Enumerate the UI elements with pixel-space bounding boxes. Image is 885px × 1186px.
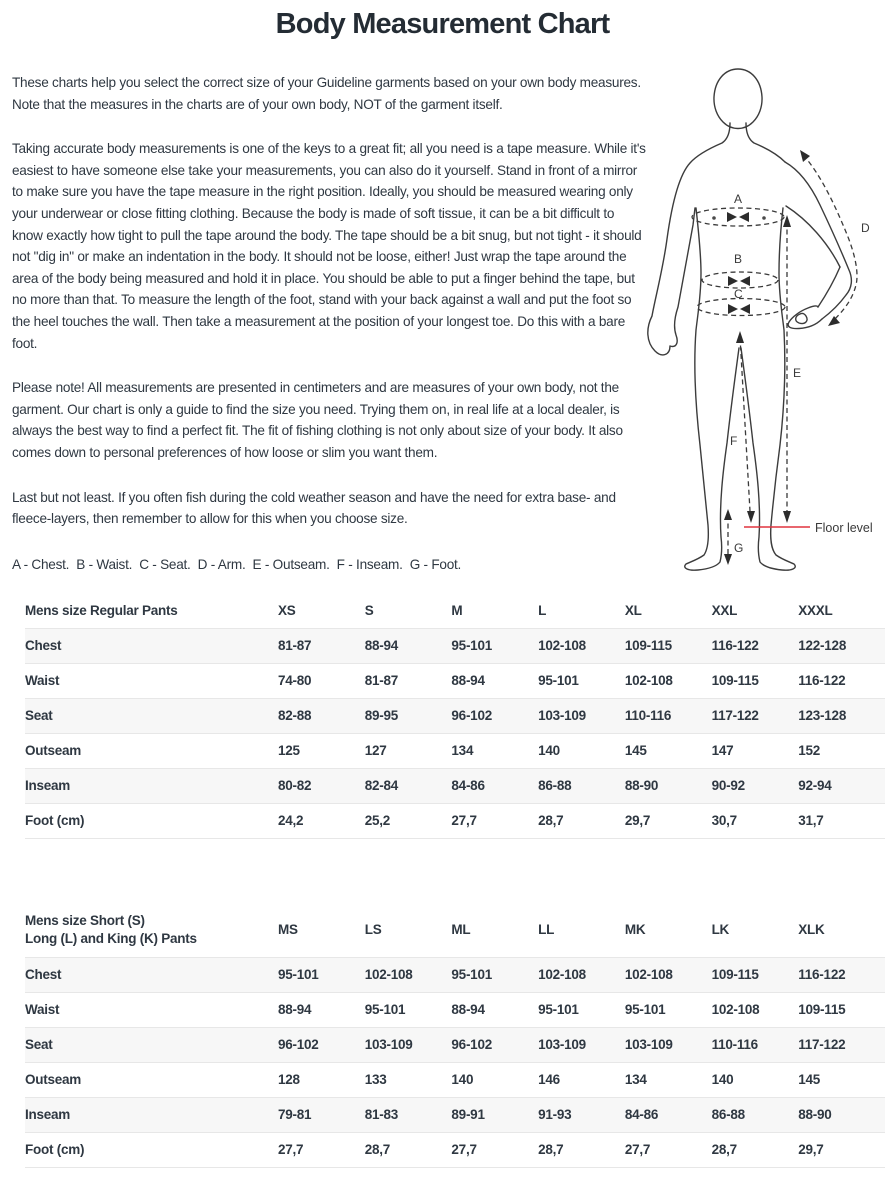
size-value: 102-108 bbox=[711, 1002, 760, 1017]
size-value: 152 bbox=[798, 743, 821, 758]
size-value: 90-92 bbox=[711, 778, 745, 793]
size-value: 86-88 bbox=[538, 778, 572, 793]
marker-label-f: F bbox=[730, 434, 738, 448]
size-value: 146 bbox=[538, 1072, 560, 1087]
size-value: 84-86 bbox=[624, 1107, 659, 1122]
table-row bbox=[25, 804, 885, 839]
size-value: 81-87 bbox=[364, 673, 398, 688]
size-column-header: MS bbox=[278, 922, 298, 937]
outseam-arrow-top bbox=[783, 215, 791, 227]
right-hand-outline bbox=[788, 306, 822, 329]
size-value: 102-108 bbox=[624, 967, 673, 982]
size-value: 89-91 bbox=[451, 1107, 485, 1122]
table-row bbox=[25, 1098, 885, 1133]
size-column-header: XLK bbox=[798, 922, 825, 937]
right-shoulder-outline bbox=[746, 123, 785, 162]
size-value: 27,7 bbox=[278, 1142, 304, 1157]
foot-arrow-top bbox=[724, 509, 732, 520]
size-value: 88-94 bbox=[451, 673, 485, 688]
floor-level-label: Floor level bbox=[815, 521, 873, 535]
intro-paragraph-2: Taking accurate body measurements is one of the keys to a great fit; all you need is a tape measure. While it's easiest to have someone else take your measurements, you can also do it yourself. Stand in front of a mirror to make sure you have the tape measure in the right position. Ideally, you should be measured wearing only your underwear or close fitting clothing. Because the body is made of soft tissue, it can be a bit difficult to know exactly how tight to pull the tape around the body. The tape should be a bit snug, but not tight - it should not "dig in" or make an indentation in the body. It should not be loose, either! Just wrap the tape around the area of the body being measured and hold it in place. You should be able to put a finger behind the tape, but no more than that. To measure the length of the foot, stand with your back against a wall and put the foot so the heel touches the wall. Then take a measurement at the position of your longest toe. Do this with a bare foot. bbox=[12, 141, 646, 351]
table-title-line: Mens size Short (S) bbox=[25, 913, 145, 928]
intro-text bbox=[12, 72, 648, 575]
row-label: Foot (cm) bbox=[25, 1142, 85, 1157]
size-value: 117-122 bbox=[798, 1037, 846, 1052]
size-value: 27,7 bbox=[624, 1142, 651, 1157]
regular-pants-size-table bbox=[25, 593, 885, 839]
table-header-row bbox=[25, 903, 885, 958]
intro-paragraph-3: Please note! All measurements are presented in centimeters and are measures of your own body, not the garment. Our chart is only a guide to find the size you need. Trying them on, in real life at a local dealer, is always the best way to find a perfect fit. The fit of fishing clothing is not only about size of your body. It also comes down to personal preferences of how loose or slim you want them. bbox=[12, 380, 623, 460]
size-value: 96-102 bbox=[278, 1037, 319, 1052]
inseam-arrow-top bbox=[736, 331, 744, 343]
waist-arrow-right bbox=[740, 276, 750, 286]
intro-paragraph-4: Last but not least. If you often fish during the cold weather season and have the need for extra base- and fleece-layers, then remember to allow for this when you choose size. bbox=[12, 489, 616, 527]
size-value: 140 bbox=[538, 743, 560, 758]
size-value: 95-101 bbox=[624, 1002, 666, 1017]
marker-label-a: A bbox=[734, 192, 743, 206]
size-value: 117-122 bbox=[711, 708, 759, 723]
table-row bbox=[25, 629, 885, 664]
arm-measure-line bbox=[803, 155, 857, 321]
table-row bbox=[25, 734, 885, 769]
size-value: 79-81 bbox=[278, 1107, 312, 1122]
size-column-header: LL bbox=[538, 922, 555, 937]
size-value: 134 bbox=[624, 1072, 647, 1087]
size-value: 147 bbox=[711, 743, 734, 758]
size-value: 140 bbox=[711, 1072, 734, 1087]
size-value: 96-102 bbox=[451, 708, 492, 723]
size-column-header: XXXL bbox=[798, 602, 833, 618]
size-column-header: MK bbox=[624, 922, 646, 937]
size-column-header: L bbox=[538, 602, 547, 618]
table-row bbox=[25, 1133, 885, 1168]
size-column-header: LK bbox=[711, 922, 730, 937]
marker-label-c: C bbox=[734, 287, 743, 301]
body-diagram bbox=[640, 55, 885, 575]
row-label: Outseam bbox=[25, 1072, 82, 1087]
size-column-header: S bbox=[364, 602, 374, 618]
size-value: 102-108 bbox=[364, 967, 413, 982]
arm-arrow-bottom bbox=[828, 316, 840, 326]
short-long-king-pants-size-table bbox=[25, 903, 885, 1168]
left-arm-outline bbox=[648, 123, 730, 355]
size-value: 91-93 bbox=[538, 1107, 572, 1122]
size-value: 29,7 bbox=[624, 813, 651, 828]
table-row bbox=[25, 958, 885, 993]
row-label: Chest bbox=[25, 638, 62, 653]
size-value: 95-101 bbox=[364, 1002, 406, 1017]
row-label: Inseam bbox=[25, 1107, 71, 1122]
size-value: 96-102 bbox=[451, 1037, 492, 1052]
table-title bbox=[25, 910, 278, 950]
size-value: 89-95 bbox=[364, 708, 398, 723]
size-value: 110-116 bbox=[711, 1037, 758, 1052]
size-column-header: XXL bbox=[711, 602, 738, 618]
chest-dot-right bbox=[762, 216, 766, 220]
size-value: 25,2 bbox=[364, 813, 390, 828]
arm-arrow-top bbox=[800, 150, 810, 162]
size-value: 92-94 bbox=[798, 778, 832, 793]
body-measurement-figure bbox=[640, 55, 885, 575]
size-value: 133 bbox=[364, 1072, 387, 1087]
size-value: 103-109 bbox=[624, 1037, 673, 1052]
size-value: 102-108 bbox=[624, 673, 673, 688]
right-arm-outline bbox=[785, 162, 851, 319]
size-value: 30,7 bbox=[711, 813, 737, 828]
marker-label-b: B bbox=[734, 252, 743, 266]
size-value: 88-94 bbox=[278, 1002, 312, 1017]
size-value: 88-94 bbox=[451, 1002, 485, 1017]
size-value: 88-90 bbox=[798, 1107, 832, 1122]
right-upper-arm-inner-edge bbox=[786, 206, 840, 267]
size-value: 27,7 bbox=[451, 1142, 477, 1157]
outseam-arrow-bottom bbox=[783, 511, 791, 523]
size-value: 84-86 bbox=[451, 778, 485, 793]
table-header-row bbox=[25, 593, 885, 629]
inseam-measure-line bbox=[740, 337, 750, 511]
chest-arrow-left bbox=[727, 212, 737, 222]
row-label: Seat bbox=[25, 1037, 53, 1052]
size-value: 128 bbox=[278, 1072, 300, 1087]
size-value: 102-108 bbox=[538, 967, 586, 982]
chest-measure-ellipse bbox=[692, 208, 784, 226]
size-value: 103-109 bbox=[538, 708, 586, 723]
size-value: 81-83 bbox=[364, 1107, 398, 1122]
table-row bbox=[25, 1063, 885, 1098]
chest-arrow-right bbox=[739, 212, 749, 222]
seat-arrow-right bbox=[740, 304, 750, 314]
row-label: Waist bbox=[25, 673, 60, 688]
size-value: 81-87 bbox=[278, 638, 312, 653]
marker-label-g: G bbox=[734, 541, 744, 555]
size-column-header: XS bbox=[278, 602, 296, 618]
size-value: 140 bbox=[451, 1072, 474, 1087]
row-label: Inseam bbox=[25, 778, 71, 793]
table-title-line: Mens size Regular Pants bbox=[25, 602, 178, 618]
table-title bbox=[25, 600, 278, 622]
size-value: 116-122 bbox=[798, 673, 846, 688]
size-value: 116-122 bbox=[798, 967, 846, 982]
row-label: Foot (cm) bbox=[25, 813, 85, 828]
size-value: 103-109 bbox=[364, 1037, 413, 1052]
marker-label-d: D bbox=[861, 221, 870, 235]
right-hand-finger-curl bbox=[796, 313, 807, 323]
row-label: Outseam bbox=[25, 743, 82, 758]
inseam-arrow-bottom bbox=[747, 511, 755, 523]
size-value: 28,7 bbox=[538, 813, 564, 828]
intro-paragraph-1: These charts help you select the correct size of your Guideline garments based on your own body measures. Note that the measures in the charts are of your own body, NOT of the garment itself. bbox=[12, 75, 641, 112]
size-value: 134 bbox=[451, 743, 474, 758]
waist-measure-ellipse bbox=[702, 272, 778, 288]
seat-arrow-left bbox=[728, 304, 738, 314]
table-row bbox=[25, 993, 885, 1028]
waist-arrow-left bbox=[728, 276, 738, 286]
size-value: 122-128 bbox=[798, 638, 847, 653]
size-value: 95-101 bbox=[538, 1002, 579, 1017]
size-value: 110-116 bbox=[624, 708, 672, 723]
size-value: 103-109 bbox=[538, 1037, 586, 1052]
size-value: 95-101 bbox=[451, 638, 492, 653]
size-value: 95-101 bbox=[278, 967, 319, 982]
size-column-header: M bbox=[451, 602, 463, 618]
seat-measure-ellipse bbox=[697, 299, 785, 316]
size-value: 29,7 bbox=[798, 1142, 824, 1157]
size-value: 82-88 bbox=[278, 708, 312, 723]
size-value: 95-101 bbox=[451, 967, 492, 982]
size-value: 109-115 bbox=[624, 638, 672, 653]
table-title-line: Long (L) and King (K) Pants bbox=[25, 931, 197, 946]
chest-dot-left bbox=[712, 216, 716, 220]
right-forearm-inner-edge bbox=[818, 267, 840, 307]
size-value: 95-101 bbox=[538, 673, 579, 688]
size-value: 27,7 bbox=[451, 813, 477, 828]
size-value: 125 bbox=[278, 743, 300, 758]
size-column-header: ML bbox=[451, 922, 471, 937]
size-value: 74-80 bbox=[278, 673, 312, 688]
size-value: 86-88 bbox=[711, 1107, 745, 1122]
size-value: 109-115 bbox=[711, 967, 759, 982]
size-value: 28,7 bbox=[538, 1142, 564, 1157]
page-title: Body Measurement Chart bbox=[275, 8, 610, 40]
torso-left-leg-outline bbox=[685, 208, 739, 570]
foot-arrow-bottom bbox=[724, 554, 732, 565]
size-value: 31,7 bbox=[798, 813, 824, 828]
size-value: 28,7 bbox=[364, 1142, 390, 1157]
marker-label-e: E bbox=[793, 366, 802, 380]
size-value: 88-94 bbox=[364, 638, 398, 653]
size-value: 102-108 bbox=[538, 638, 586, 653]
head-outline bbox=[714, 69, 762, 129]
size-value: 123-128 bbox=[798, 708, 847, 723]
size-value: 145 bbox=[624, 743, 647, 758]
size-column-header: LS bbox=[364, 922, 382, 937]
row-label: Seat bbox=[25, 708, 53, 723]
size-value: 109-115 bbox=[798, 1002, 846, 1017]
table-row bbox=[25, 699, 885, 734]
size-value: 24,2 bbox=[278, 813, 304, 828]
table-row bbox=[25, 1028, 885, 1063]
size-column-header: XL bbox=[624, 602, 642, 618]
size-value: 145 bbox=[798, 1072, 821, 1087]
size-value: 82-84 bbox=[364, 778, 398, 793]
size-value: 88-90 bbox=[624, 778, 659, 793]
table-row bbox=[25, 769, 885, 804]
size-value: 127 bbox=[364, 743, 387, 758]
table-row bbox=[25, 664, 885, 699]
measurement-legend: A - Chest. B - Waist. C - Seat. D - Arm. E - Outseam. F - Inseam. G - Foot. bbox=[12, 556, 462, 572]
size-value: 109-115 bbox=[711, 673, 759, 688]
size-value: 80-82 bbox=[278, 778, 312, 793]
row-label: Waist bbox=[25, 1002, 60, 1017]
size-value: 28,7 bbox=[711, 1142, 737, 1157]
row-label: Chest bbox=[25, 967, 62, 982]
size-value: 116-122 bbox=[711, 638, 759, 653]
